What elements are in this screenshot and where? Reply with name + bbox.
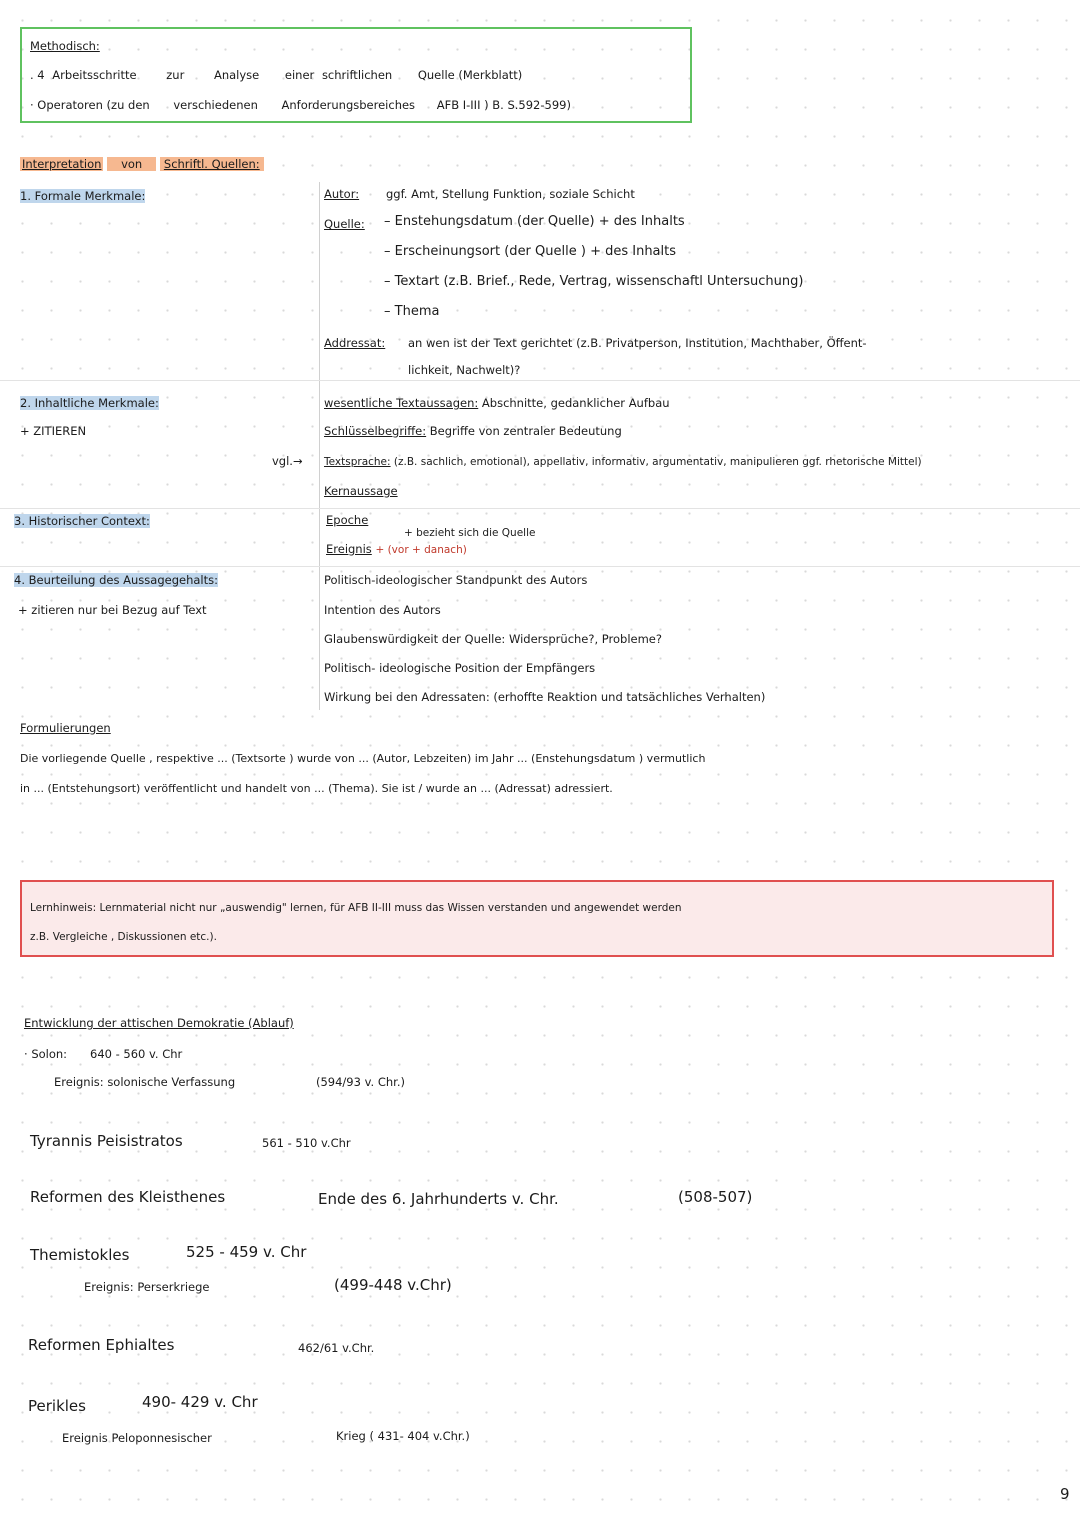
timeline-event: Ereignis: solonische Verfassung: [54, 1075, 236, 1089]
adressat-value-cont: lichkeit, Nachwelt)?: [408, 363, 521, 377]
timeline-name: Themistokles: [30, 1246, 130, 1264]
beurteilung-item: Wirkung bei den Adressaten: (erhoffte Reaktion und tatsächliches Verhalten): [324, 690, 766, 704]
adressat-value: an wen ist der Text gerichtet (z.B. Privatperson, Institution, Machthaber, Öffent-: [408, 336, 867, 350]
timeline-name: · Solon:: [24, 1047, 68, 1061]
methodisch-title: Methodisch:: [30, 39, 100, 53]
schluesselbegriffe: Schlüsselbegriffe: Begriffe von zentraler Bedeutung: [324, 424, 622, 438]
methodisch-line2: · Operatoren (zu den verschiedenen Anforderungsbereiches AFB I-III ) B. S.592-599): [30, 98, 571, 112]
textaussagen: wesentliche Textaussagen: Abschnitte, gedanklicher Aufbau: [324, 396, 670, 410]
beurteilung-item: Politisch- ideologische Position der Empfängers: [324, 661, 596, 675]
quelle-item: – Erscheinungsort (der Quelle ) + des Inhalts: [384, 244, 677, 259]
timeline-name: Reformen des Kleisthenes: [30, 1188, 226, 1206]
timeline-event: Ereignis Peloponnesischer: [62, 1431, 212, 1445]
section2-note: + ZITIEREN: [20, 424, 87, 438]
timeline-event-date: (594/93 v. Chr.): [316, 1075, 405, 1089]
section-divider: [0, 380, 1080, 381]
entwicklung-title: Entwicklung der attischen Demokratie (Ablauf): [24, 1016, 294, 1030]
kernaussage: Kernaussage: [324, 484, 398, 498]
interpretation-title: Interpretation von Schriftl. Quellen:: [20, 156, 264, 172]
vgl-arrow: vgl.→: [272, 454, 303, 468]
timeline-event-date: (499-448 v.Chr): [334, 1276, 452, 1294]
quelle-item: – Enstehungsdatum (der Quelle) + des Inhalts: [384, 214, 685, 229]
adressat-key: Addressat:: [324, 336, 386, 350]
epoche: Epoche: [326, 513, 369, 527]
timeline-dates: 640 - 560 v. Chr: [90, 1047, 183, 1061]
section4-label: 4. Beurteilung des Aussagegehalts:: [14, 573, 218, 587]
section2-label: 2. Inhaltliche Merkmale:: [20, 396, 159, 410]
timeline-dates: 462/61 v.Chr.: [298, 1341, 375, 1355]
quelle-key: Quelle:: [324, 217, 365, 231]
ereignis: Ereignis + (vor + danach): [326, 542, 467, 556]
autor-key: Autor:: [324, 187, 360, 201]
timeline-dates: 525 - 459 v. Chr: [186, 1243, 307, 1261]
beurteilung-item: Intention des Autors: [324, 603, 441, 617]
bezieht-sich: + bezieht sich die Quelle: [404, 527, 536, 539]
methodisch-line1: . 4 Arbeitsschritte zur Analyse einer schriftlichen Quelle (Merkblatt): [30, 68, 523, 82]
quelle-item: – Thema: [384, 304, 440, 319]
textsprache: Textsprache: (z.B. sachlich, emotional), appellativ, informativ, argumentativ, manipulieren ggf. rhetorische Mittel): [324, 456, 922, 468]
timeline-event: Ereignis: Perserkriege: [84, 1280, 210, 1294]
section4-note: + zitieren nur bei Bezug auf Text: [18, 603, 207, 617]
timeline-name: Perikles: [28, 1397, 86, 1415]
section-divider: [0, 566, 1080, 567]
timeline-name: Tyrannis Peisistratos: [30, 1132, 183, 1150]
quelle-item: – Textart (z.B. Brief., Rede, Vertrag, wissenschaftl Untersuchung): [384, 274, 804, 289]
timeline-dates: 561 - 510 v.Chr: [262, 1136, 351, 1150]
lernhinweis-box: [20, 880, 1054, 957]
lernhinweis-line1: Lernhinweis: Lernmaterial nicht nur „auswendig" lernen, für AFB II-III muss das Wissen verstanden und angewendet werden: [30, 902, 682, 914]
timeline-name: Reformen Ephialtes: [28, 1336, 175, 1354]
timeline-dates: 490- 429 v. Chr: [142, 1393, 258, 1411]
formulierungen-line1: Die vorliegende Quelle , respektive ... (Textsorte ) wurde von ... (Autor, Lebzeiten) im Jahr ... (Enstehungsdatum ) vermutlich: [20, 752, 706, 765]
beurteilung-item: Politisch-ideologischer Standpunkt des Autors: [324, 573, 588, 587]
beurteilung-item: Glaubenswürdigkeit der Quelle: Widersprüche?, Probleme?: [324, 632, 662, 646]
timeline-event-date: Krieg ( 431- 404 v.Chr.): [336, 1429, 470, 1443]
autor-value: ggf. Amt, Stellung Funktion, soziale Schicht: [386, 187, 635, 201]
timeline-event-date: (508-507): [678, 1188, 753, 1206]
column-divider: [319, 182, 320, 710]
formulierungen-line2: in ... (Entstehungsort) veröffentlicht und handelt von ... (Thema). Sie ist / wurde an ... (Adressat) adressiert.: [20, 782, 613, 795]
timeline-dates: Ende des 6. Jahrhunderts v. Chr.: [318, 1190, 559, 1208]
section1-label: 1. Formale Merkmale:: [20, 189, 146, 203]
section-divider: [0, 508, 1080, 509]
lernhinweis-line2: z.B. Vergleiche , Diskussionen etc.).: [30, 931, 217, 943]
formulierungen-title: Formulierungen: [20, 721, 111, 735]
section3-label: 3. Historischer Context:: [14, 514, 150, 528]
page-number: 9: [1060, 1485, 1070, 1503]
